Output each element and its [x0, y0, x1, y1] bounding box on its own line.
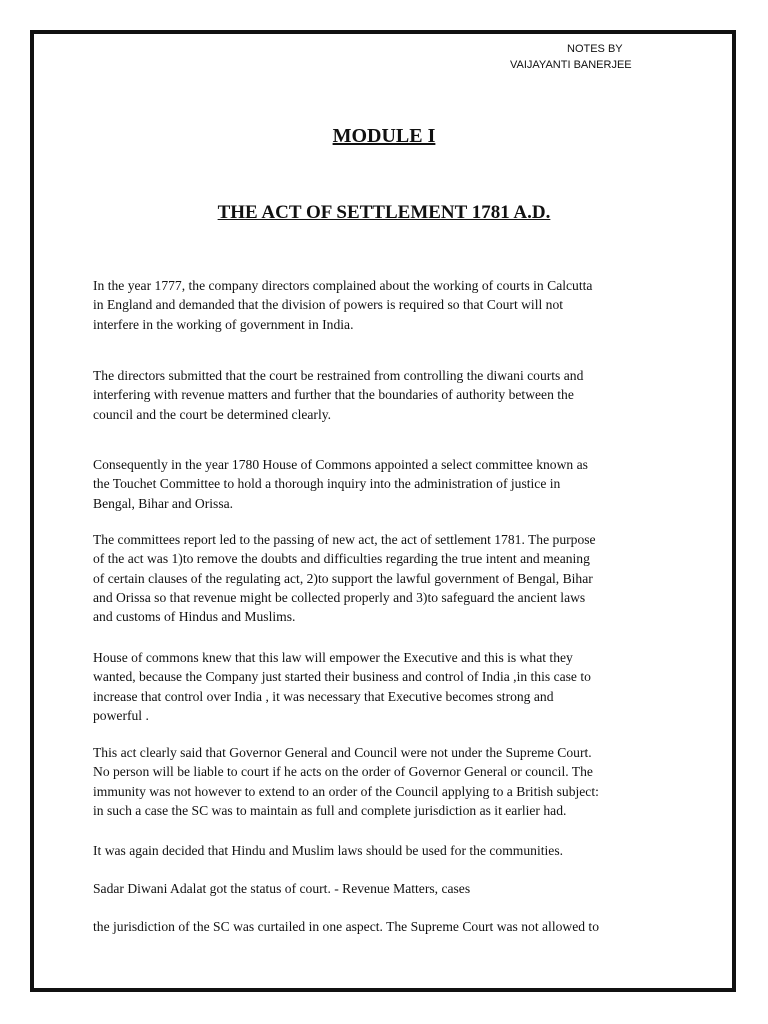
text-line: in England and demanded that the division of powers is required so that Court will not — [93, 297, 564, 313]
paragraph-3 — [93, 455, 683, 513]
text-line: in such a case the SC was to maintain as full and complete jurisdiction as it earlier had. — [93, 802, 567, 818]
text-line: Sadar Diwani Adalat got the status of court. - Revenue Matters, cases — [93, 881, 471, 896]
text-line: council and the court be determined clearly. — [93, 406, 332, 422]
text-line: This act clearly said that Governor General and Council were not under the Supreme Court. — [93, 745, 592, 760]
notes-by-label: NOTES BY — [567, 43, 623, 55]
text-line: No person will be liable to court if he acts on the order of Governor General or council. The — [93, 764, 593, 780]
paragraph-5 — [93, 648, 683, 725]
paragraph-6 — [93, 743, 683, 820]
text-line: powerful . — [93, 707, 149, 723]
text-line: of certain clauses of the regulating act, 2)to support the lawful government of Bengal, Bihar — [93, 570, 593, 586]
paragraph-1 — [93, 276, 683, 334]
text-line: Bengal, Bihar and Orissa. — [93, 495, 234, 511]
text-line: immunity was not however to extend to an order of the Council applying to a British subject: — [93, 783, 599, 799]
text-line: It was again decided that Hindu and Muslim laws should be used for the communities. — [93, 843, 564, 858]
text-line: interfere in the working of government in India. — [93, 316, 354, 332]
text-line: In the year 1777, the company directors complained about the working of courts in Calcutta — [93, 278, 593, 293]
module-heading: MODULE I — [332, 125, 436, 147]
author-credit — [510, 41, 670, 73]
text-line: interfering with revenue matters and further that the boundaries of authority between the — [93, 387, 574, 403]
text-line: and customs of Hindus and Muslims. — [93, 609, 296, 625]
paragraph-2 — [93, 366, 683, 424]
paragraph-4 — [93, 530, 683, 626]
paragraph-8 — [93, 879, 683, 898]
text-line: The directors submitted that the court be restrained from controlling the diwani courts and — [93, 368, 584, 383]
author-name: VAIJAYANTI BANERJEE — [510, 59, 632, 71]
text-line: House of commons knew that this law will empower the Executive and this is what they — [93, 650, 573, 665]
paragraph-7 — [93, 841, 683, 860]
text-line: wanted, because the Company just started their business and control of India ,in this case to — [93, 669, 591, 685]
text-line: the jurisdiction of the SC was curtailed in one aspect. The Supreme Court was not allowed to — [93, 919, 600, 934]
text-line: increase that control over India , it was necessary that Executive becomes strong and — [93, 688, 554, 704]
text-line: of the act was 1)to remove the doubts and difficulties regarding the true intent and meaning — [93, 551, 590, 567]
paragraph-9 — [93, 917, 683, 936]
text-line: the Touchet Committee to hold a thorough inquiry into the administration of justice in — [93, 476, 561, 492]
text-line: and Orissa so that revenue might be collected properly and 3)to safeguard the ancient laws — [93, 589, 586, 605]
act-heading: THE ACT OF SETTLEMENT 1781 A.D. — [217, 202, 551, 223]
text-line: The committees report led to the passing of new act, the act of settlement 1781. The purpose — [93, 532, 596, 547]
text-line: Consequently in the year 1780 House of Commons appointed a select committee known as — [93, 457, 588, 472]
